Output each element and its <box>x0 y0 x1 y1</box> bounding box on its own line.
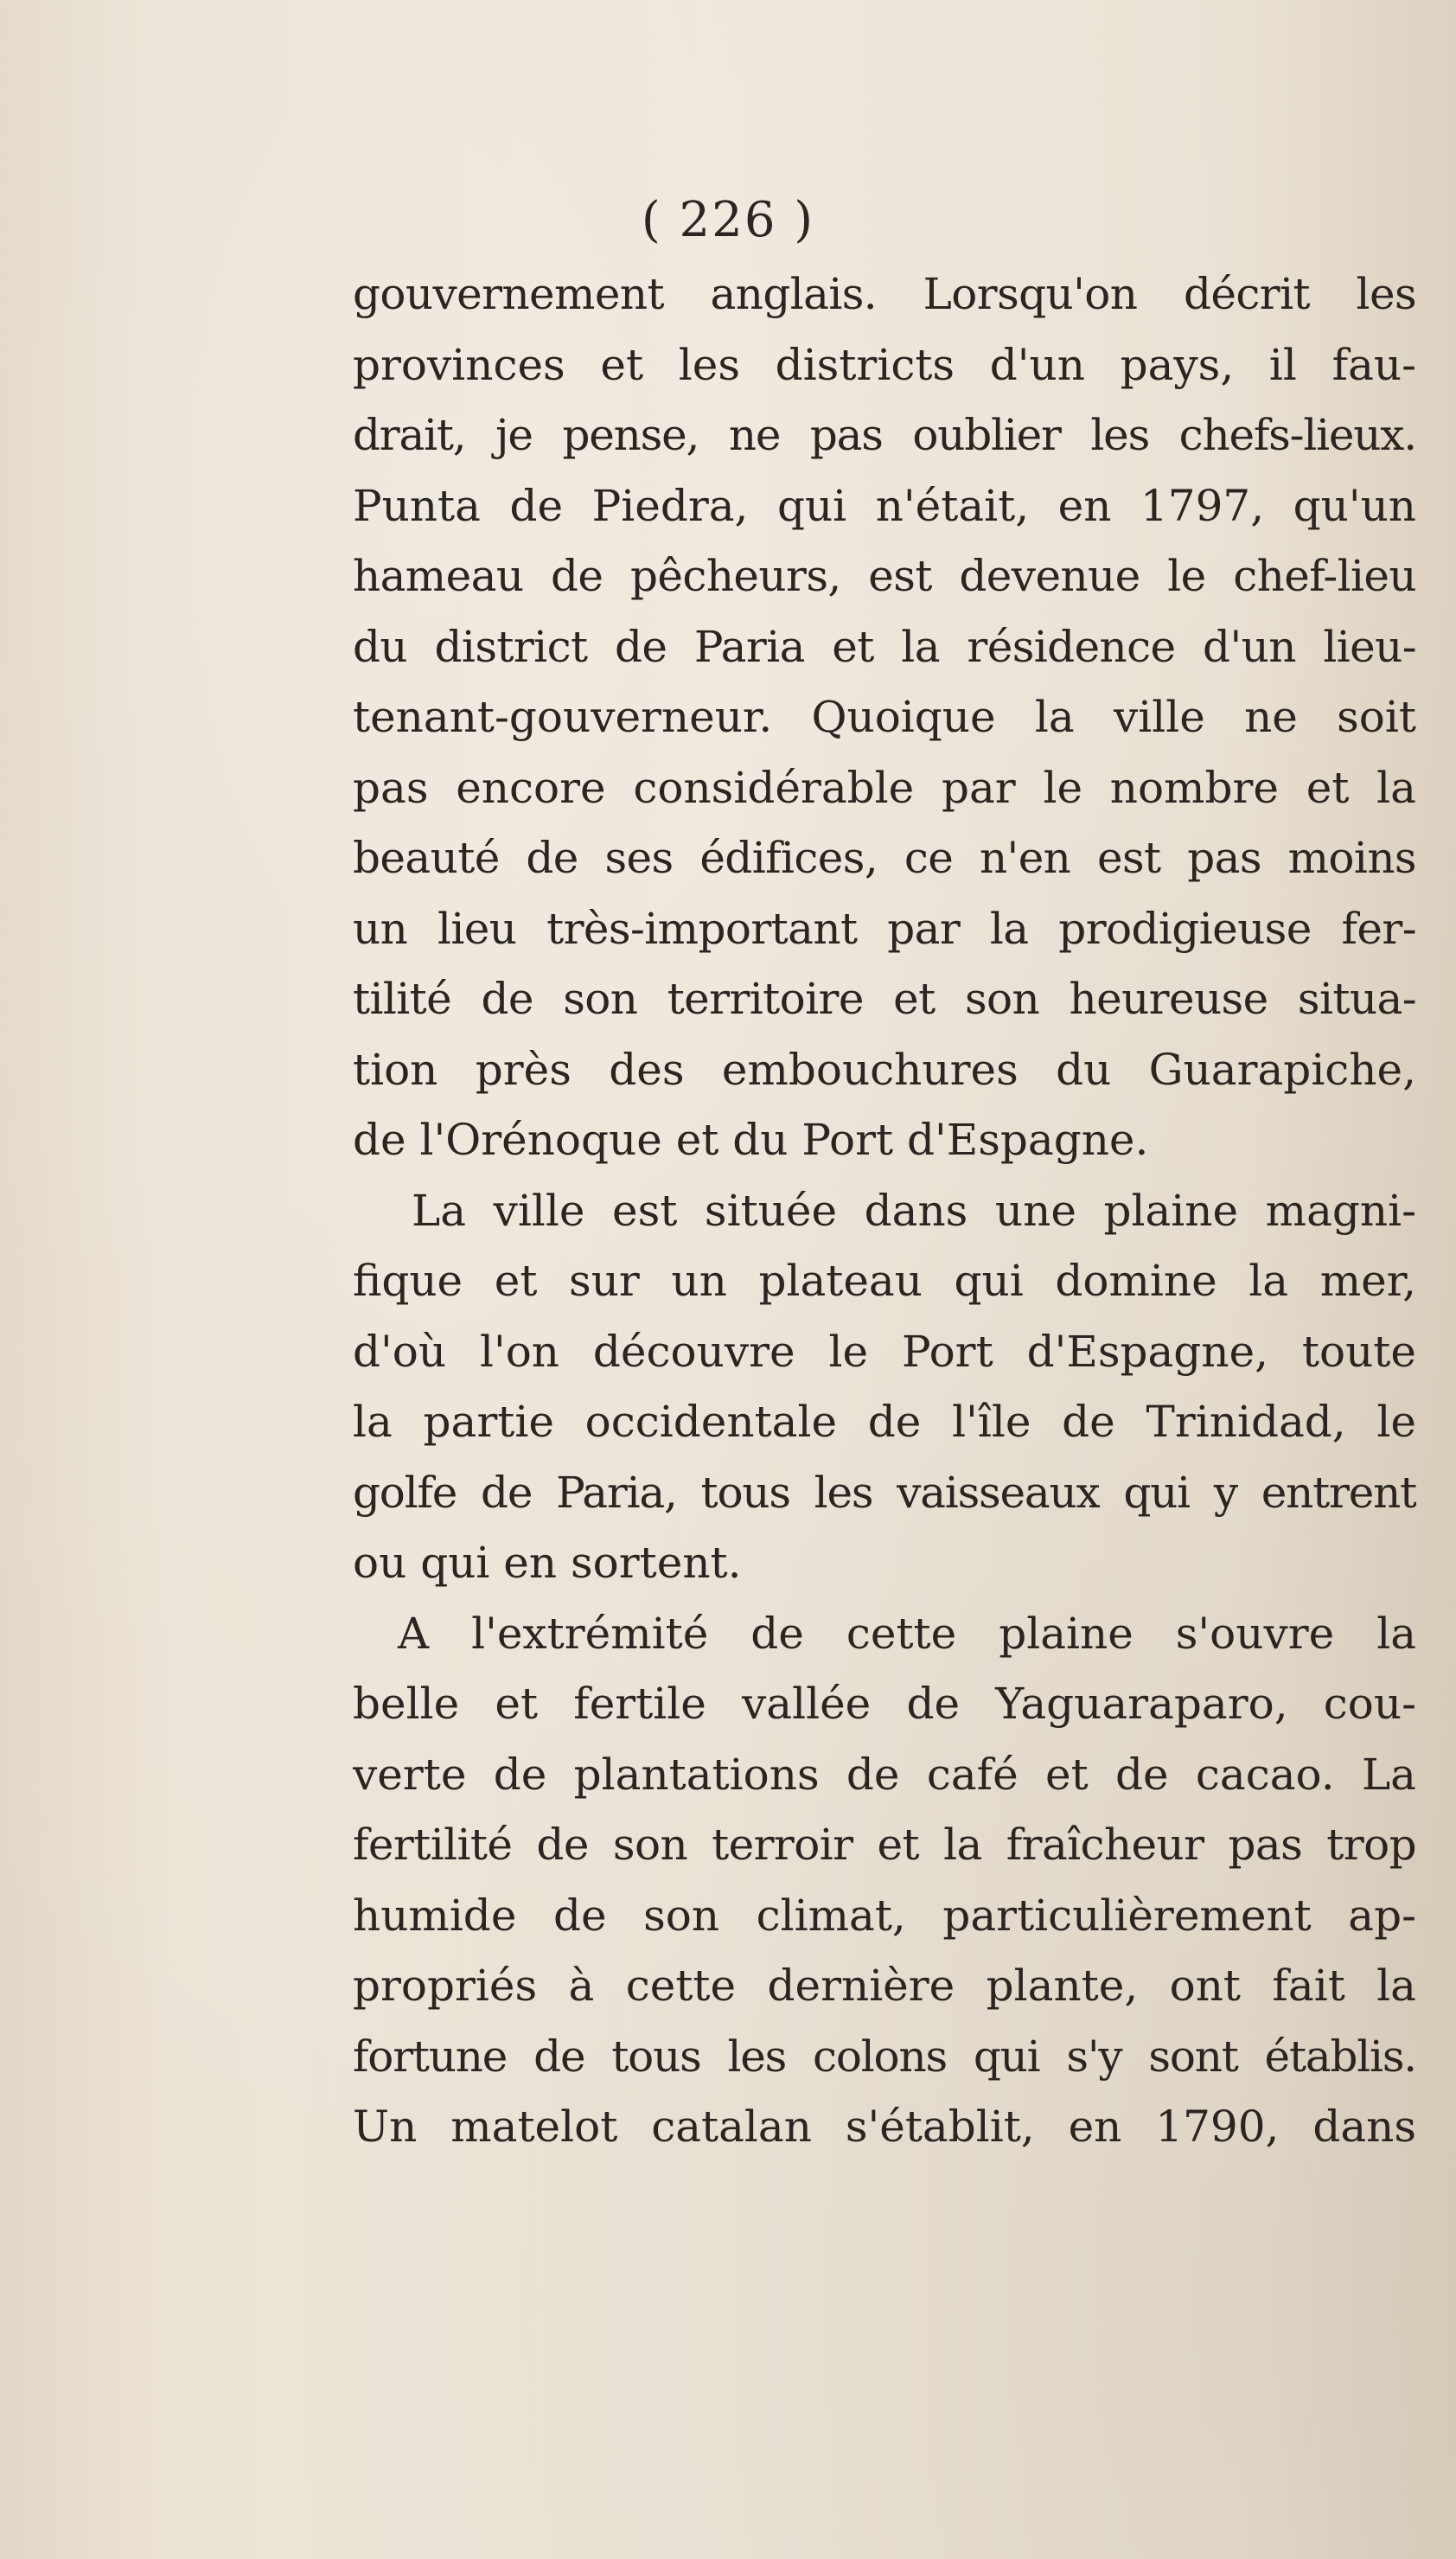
text-line: drait, je pense, ne pas oublier les chefs-lieux. <box>353 410 1416 460</box>
text-line: fortune de tous les colons qui s'y sont établis. <box>353 2031 1416 2082</box>
text-line: ou qui en sortent. <box>353 1538 742 1588</box>
text-line: Punta de Piedra, qui n'était, en 1797, qu'un <box>353 480 1416 531</box>
text-line: Un matelot catalan s'établit, en 1790, dans <box>353 2102 1416 2152</box>
text-line: provinces et les districts d'un pays, il fau- <box>353 339 1416 390</box>
text-line: hameau de pêcheurs, est devenue le chef-lieu <box>353 551 1416 601</box>
text-line: tenant-gouverneur. Quoique la ville ne soit <box>353 692 1416 742</box>
text-line: fique et sur un plateau qui domine la mer, <box>353 1256 1416 1306</box>
text-line: d'où l'on découvre le Port d'Espagne, toute <box>353 1326 1416 1377</box>
text-line: du district de Paria et la résidence d'un lieu- <box>353 621 1416 672</box>
text-line: beauté de ses édifices, ce n'en est pas moins <box>353 833 1416 883</box>
text-line: fertilité de son terroir et la fraîcheur pas trop <box>353 1820 1416 1870</box>
text-line: gouvernement anglais. Lorsqu'on décrit les <box>353 269 1416 319</box>
text-line: verte de plantations de café et de cacao. La <box>353 1749 1416 1800</box>
text-line: propriés à cette dernière plante, ont fait la <box>353 1961 1416 2011</box>
text-line: la partie occidentale de l'île de Trinidad, le <box>353 1397 1416 1447</box>
page-number: ( 226 ) <box>641 192 815 248</box>
text-line: un lieu très-important par la prodigieuse fer- <box>353 903 1416 954</box>
text-line: belle et fertile vallée de Yaguaraparo, cou- <box>353 1679 1416 1729</box>
text-line: tion près des embouchures du Guarapiche, <box>353 1044 1416 1095</box>
paragraph-first-line: La ville est située dans une plaine magni- <box>412 1185 1416 1236</box>
paragraph-first-line: A l'extrémité de cette plaine s'ouvre la <box>398 1608 1416 1659</box>
text-line: pas encore considérable par le nombre et la <box>353 762 1416 813</box>
text-line: de l'Orénoque et du Port d'Espagne. <box>353 1115 1149 1165</box>
text-line: golfe de Paria, tous les vaisseaux qui y entrent <box>353 1467 1416 1518</box>
text-line: humide de son climat, particulièrement ap- <box>353 1890 1416 1941</box>
text-line: tilité de son territoire et son heureuse situa- <box>353 974 1416 1024</box>
body-text <box>353 259 1416 2163</box>
